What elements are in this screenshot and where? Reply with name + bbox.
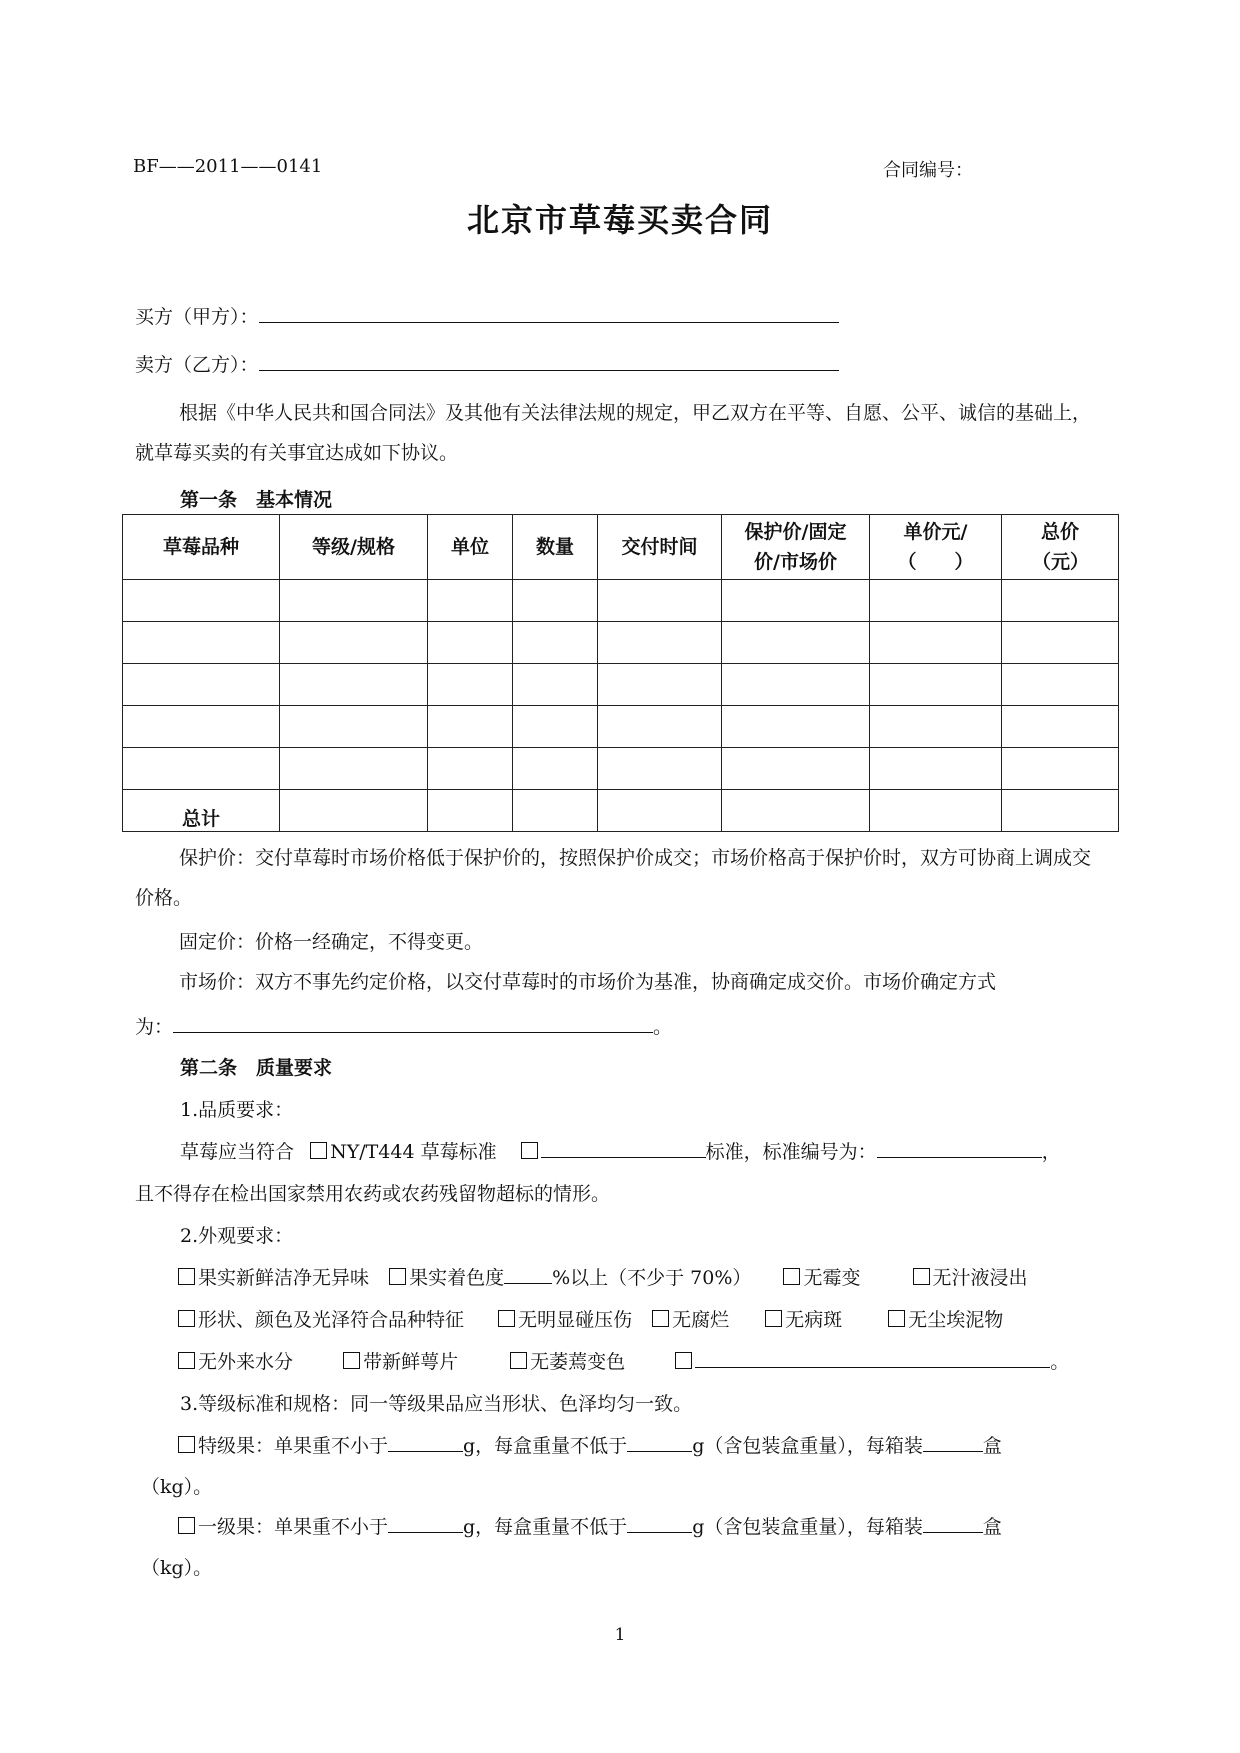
buyer-line	[135, 302, 839, 329]
buyer-label: 买方（甲方）：	[135, 306, 259, 328]
basic-info-table	[122, 514, 1119, 832]
special-fruit-weight-blank[interactable]	[388, 1431, 463, 1452]
page-number: 1	[614, 1625, 626, 1645]
market-price-paragraph: 市场价：双方不事先约定价格，以交付草莓时的市场价为基准，协商确定成交价。市场价确定方式	[179, 971, 997, 993]
checkbox-no-bruise[interactable]	[498, 1310, 515, 1327]
table-total-row	[123, 790, 1119, 832]
checkbox-shape-color[interactable]	[178, 1310, 195, 1327]
fixed-price-paragraph: 固定价：价格一经确定，不得变更。	[179, 931, 484, 953]
appearance-row-3: 无外来水分 带新鲜萼片 无萎蔫变色 。	[178, 1347, 1069, 1374]
checkbox-other-appearance[interactable]	[675, 1352, 692, 1369]
market-price-line	[135, 1012, 672, 1039]
checkbox-no-water[interactable]	[178, 1352, 195, 1369]
grade-title: 3.等级标准和规格：同一等级果品应当形状、色泽均匀一致。	[180, 1393, 693, 1415]
checkbox-coloration[interactable]	[389, 1268, 406, 1285]
special-per-case-blank[interactable]	[923, 1431, 983, 1452]
seller-label: 卖方（乙方）：	[135, 354, 259, 376]
first-per-case-blank[interactable]	[923, 1512, 983, 1533]
first-box-weight-blank[interactable]	[627, 1512, 692, 1533]
quality-title: 1.品质要求：	[180, 1099, 294, 1121]
pesticide-line: 且不得存在检出国家禁用农药或农药残留物超标的情形。	[135, 1183, 611, 1205]
quality-standard-line: 草莓应当符合 NY/T444 草莓标准 标准，标准编号为： ，	[180, 1137, 1061, 1164]
market-price-end: 。	[653, 1016, 673, 1038]
other-standard-blank[interactable]	[541, 1137, 706, 1158]
standard-number-blank[interactable]	[877, 1137, 1042, 1158]
checkbox-no-rot[interactable]	[652, 1310, 669, 1327]
contract-number-label: 合同编号：	[883, 160, 973, 181]
buyer-blank[interactable]	[259, 302, 839, 323]
table-header-row	[123, 515, 1119, 580]
nyt444-label: NY/T444 草莓标准	[330, 1141, 497, 1163]
other-appearance-blank[interactable]	[695, 1347, 1050, 1368]
table-row	[123, 706, 1119, 748]
intro-paragraph: 根据《中华人民共和国合同法》及其他有关法律法规的规定，甲乙双方在平等、自愿、公平、诚信的基础上，就草莓买卖的有关事宜达成如下协议。	[135, 402, 1092, 464]
seller-line	[135, 350, 839, 377]
special-box-weight-blank[interactable]	[627, 1431, 692, 1452]
checkbox-other-standard[interactable]	[521, 1142, 538, 1159]
table-row	[123, 580, 1119, 622]
coloration-blank[interactable]	[504, 1263, 552, 1284]
col-unit-price: 单价元/（ ）	[870, 515, 1002, 580]
grade-first-unit: （kg）。	[141, 1557, 213, 1579]
grade-special-unit: （kg）。	[141, 1476, 213, 1498]
col-delivery-time: 交付时间	[598, 515, 722, 580]
standard-number-label: 标准，标准编号为：	[705, 1141, 877, 1163]
checkbox-special-grade[interactable]	[178, 1436, 195, 1453]
appearance-row-2: 形状、颜色及光泽符合品种特征 无明显碰压伤 无腐烂 无病斑 无尘埃泥物	[178, 1305, 1003, 1332]
grade-special-line: 特级果：单果重不小于 g，每盒重量不低于 g（含包装盒重量），每箱装 盒	[178, 1431, 1002, 1458]
table-row	[123, 664, 1119, 706]
appearance-row-1: 果实新鲜洁净无异味 果实着色度 %以上（不少于 70%） 无霉变 无汁液浸出	[178, 1263, 1028, 1290]
grade-first-line: 一级果：单果重不小于 g，每盒重量不低于 g（含包装盒重量），每箱装 盒	[178, 1512, 1002, 1539]
checkbox-fresh[interactable]	[178, 1268, 195, 1285]
checkbox-no-mold[interactable]	[783, 1268, 800, 1285]
contract-series-code: BF——2011——0141	[133, 156, 323, 177]
checkbox-no-spot[interactable]	[765, 1310, 782, 1327]
table-row	[123, 622, 1119, 664]
article1-heading: 第一条 基本情况	[180, 489, 333, 511]
protect-price-paragraph: 保护价：交付草莓时市场价格低于保护价的，按照保护价成交；市场价格高于保护价时，双方可协商上调成交价格。	[135, 847, 1092, 909]
appearance-title: 2.外观要求：	[180, 1225, 294, 1247]
col-variety: 草莓品种	[123, 515, 280, 580]
col-grade: 等级/规格	[280, 515, 428, 580]
table-row	[123, 748, 1119, 790]
total-label: 总计	[123, 790, 280, 832]
seller-blank[interactable]	[259, 350, 839, 371]
col-price-type: 保护价/固定价/市场价	[722, 515, 870, 580]
first-fruit-weight-blank[interactable]	[388, 1512, 463, 1533]
col-total-price: 总价（元）	[1002, 515, 1119, 580]
article2-heading: 第二条 质量要求	[180, 1057, 333, 1079]
checkbox-no-wilt[interactable]	[510, 1352, 527, 1369]
checkbox-no-dust[interactable]	[888, 1310, 905, 1327]
page-title: 北京市草莓买卖合同	[466, 201, 773, 239]
market-price-blank[interactable]	[173, 1012, 653, 1033]
checkbox-nyt444[interactable]	[310, 1142, 327, 1159]
market-price-label: 为：	[135, 1016, 174, 1038]
col-quantity: 数量	[513, 515, 598, 580]
checkbox-sepal[interactable]	[343, 1352, 360, 1369]
col-unit: 单位	[428, 515, 513, 580]
checkbox-first-grade[interactable]	[178, 1517, 195, 1534]
quality-standard-label: 草莓应当符合	[180, 1141, 295, 1163]
checkbox-no-juice[interactable]	[913, 1268, 930, 1285]
